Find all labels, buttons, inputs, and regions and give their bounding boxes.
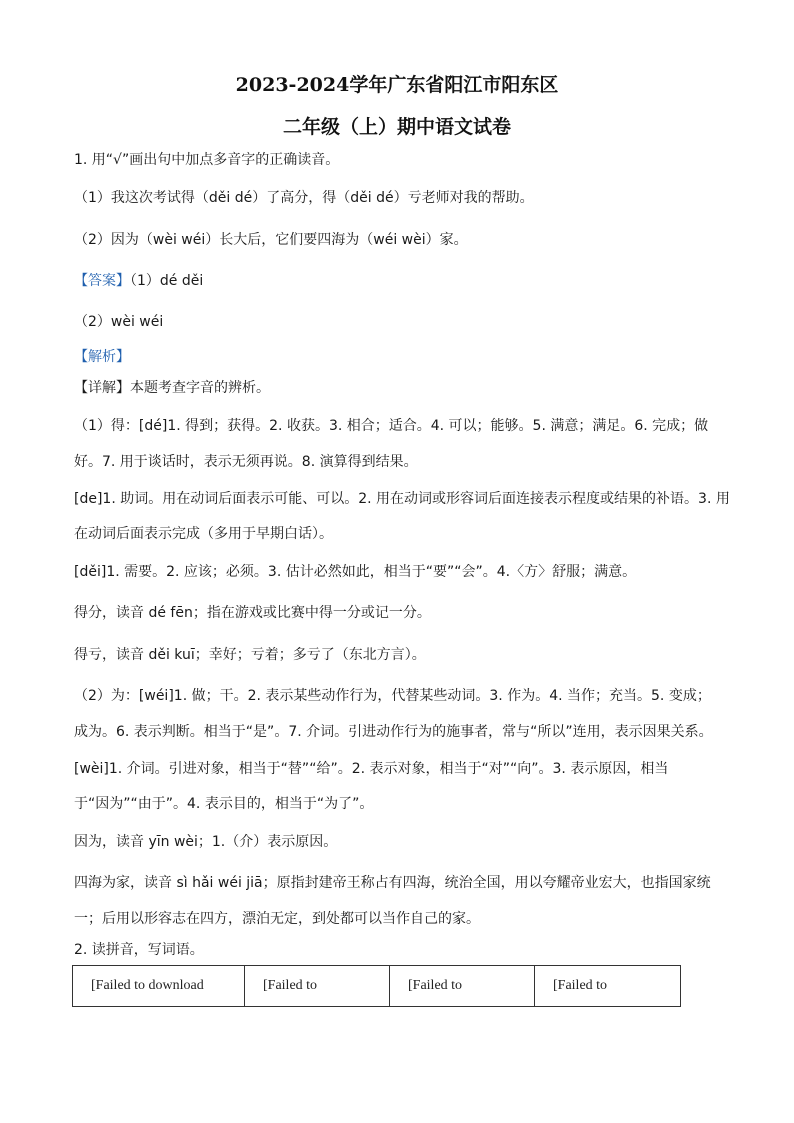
analysis-paragraph-1a: （1）得：[dé]1. 得到；获得。2. 收获。3. 相合；适合。4. 可以；能够。5. 满意；满足。6. 完成；做 (74, 418, 709, 434)
exam-title-line2: 二年级（上）期中语文试卷 (282, 116, 511, 138)
analysis-paragraph-2b: 在动词后面表示完成（多用于早期白话）。 (74, 526, 333, 542)
question-1-sentence-2: （2）因为（wèi wéi）长大后，它们要四海为（wéi wèi）家。 (74, 232, 468, 248)
table-cell: [Failed to (535, 966, 681, 1007)
answer-label: 【答案】 (74, 273, 130, 289)
answer-row-2: （2）wèi wéi (74, 314, 164, 330)
table-cell: [Failed to (390, 966, 535, 1007)
analysis-paragraph-7b: 于“因为”“由于”。4. 表示目的，相当于“为了”。 (74, 796, 374, 812)
analysis-paragraph-1b: 好。7. 用于谈话时，表示无须再说。8. 演算得到结果。 (74, 454, 418, 470)
analysis-paragraph-6b: 成为。6. 表示判断。相当于“是”。7. 介词。引进动作行为的施事者，常与“所以”连用，表示因果关系。 (74, 724, 713, 740)
question-2-stem: 2. 读拼音，写词语。 (74, 942, 204, 958)
table-cell: [Failed to download (73, 966, 245, 1007)
analysis-paragraph-9b: 一；后用以形容志在四方，漂泊无定，到处都可以当作自己的家。 (74, 911, 480, 927)
table-row (73, 966, 681, 1007)
exam-title-line1: 2023-2024学年广东省阳江市阳东区 (235, 74, 559, 96)
analysis-paragraph-3: [děi]1. 需要。2. 应该；必须。3. 估计必然如此，相当于“要”“会”。4.〈方〉舒服；满意。 (74, 564, 637, 580)
analysis-paragraph-7a: [wèi]1. 介词。引进对象，相当于“替”“给”。2. 表示对象，相当于“对”“向”。3. 表示原因，相当 (74, 761, 669, 777)
analysis-paragraph-6a: （2）为：[wéi]1. 做；干。2. 表示某些动作行为，代替某些动词。3. 作为。4. 当作；充当。5. 变成； (74, 688, 711, 704)
question-1-stem: 1. 用“√”画出句中加点多音字的正确读音。 (74, 152, 340, 168)
analysis-label: 【解析】 (74, 349, 130, 365)
question-1-sentence-1: （1）我这次考试得（děi dé）了高分，得（děi dé）亏老师对我的帮助。 (74, 190, 534, 206)
detail-intro-text: 本题考查字音的辨析。 (130, 380, 270, 396)
analysis-paragraph-5: 得亏，读音 děi kuī；幸好；亏着；多亏了（东北方言）。 (74, 647, 426, 663)
answer-row-1 (74, 271, 203, 291)
table-cell: [Failed to (245, 966, 390, 1007)
analysis-paragraph-9a: 四海为家，读音 sì hǎi wéi jiā；原指封建帝王称占有四海，统治全国，用以夸耀帝业宏大，也指国家统 (74, 875, 711, 891)
analysis-paragraph-8: 因为，读音 yīn wèi；1.（介）表示原因。 (74, 834, 338, 850)
detail-label: 【详解】 (74, 380, 130, 396)
detail-intro (74, 378, 270, 398)
analysis-paragraph-2a: [de]1. 助词。用在动词后面表示可能、可以。2. 用在动词或形容词后面连接表示程度或结果的补语。3. 用 (74, 491, 730, 507)
pinyin-answer-table (72, 965, 681, 1007)
answer-text-1: （1）dé děi (130, 273, 204, 289)
analysis-paragraph-4: 得分，读音 dé fēn；指在游戏或比赛中得一分或记一分。 (74, 605, 431, 621)
